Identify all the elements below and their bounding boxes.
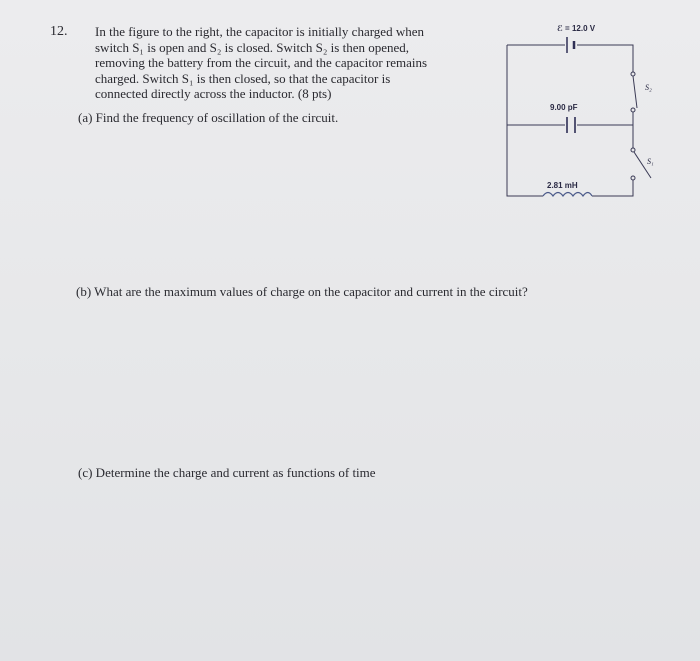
problem-line: removing the battery from the circuit, and the capacitor remains: [95, 55, 428, 70]
problem-statement: [95, 24, 485, 102]
switch-s2-symbol: [631, 72, 637, 112]
inductor-label: 2.81 mH: [547, 181, 578, 190]
wire-bottom-right: [592, 178, 633, 196]
capacitor-symbol: [567, 117, 575, 133]
battery-emf-label: ℰ = 12.0 V: [557, 24, 596, 33]
part-c-question: (c) Determine the charge and current as functions of time: [78, 465, 376, 480]
capacitor-label: 9.00 pF: [550, 103, 578, 112]
switch-s2-label: S₂: [645, 83, 652, 92]
problem-line: charged. Switch S₁ is then closed, so that the capacitor is: [95, 70, 391, 86]
lc-circuit-diagram: [495, 18, 665, 208]
problem-line: connected directly across the inductor. (8 pts): [95, 86, 332, 101]
switch-s1-label: S₁: [647, 157, 654, 166]
part-a-question: (a) Find the frequency of oscillation of the circuit.: [78, 110, 339, 125]
wire-middle-right: [577, 125, 633, 148]
problem-number: 12.: [50, 24, 68, 39]
problem-line: switch S₁ is open and S₂ is closed. Switch S₂ is then opened,: [95, 39, 410, 55]
inductor-coil-symbol: [543, 193, 592, 197]
battery-symbol: [567, 37, 574, 53]
problem-line: In the figure to the right, the capacitor is initially charged when: [95, 24, 424, 39]
wire-left: [507, 45, 543, 196]
wire-top-right: [577, 45, 633, 72]
part-b-question: (b) What are the maximum values of charge on the capacitor and current in the circuit?: [76, 284, 528, 299]
